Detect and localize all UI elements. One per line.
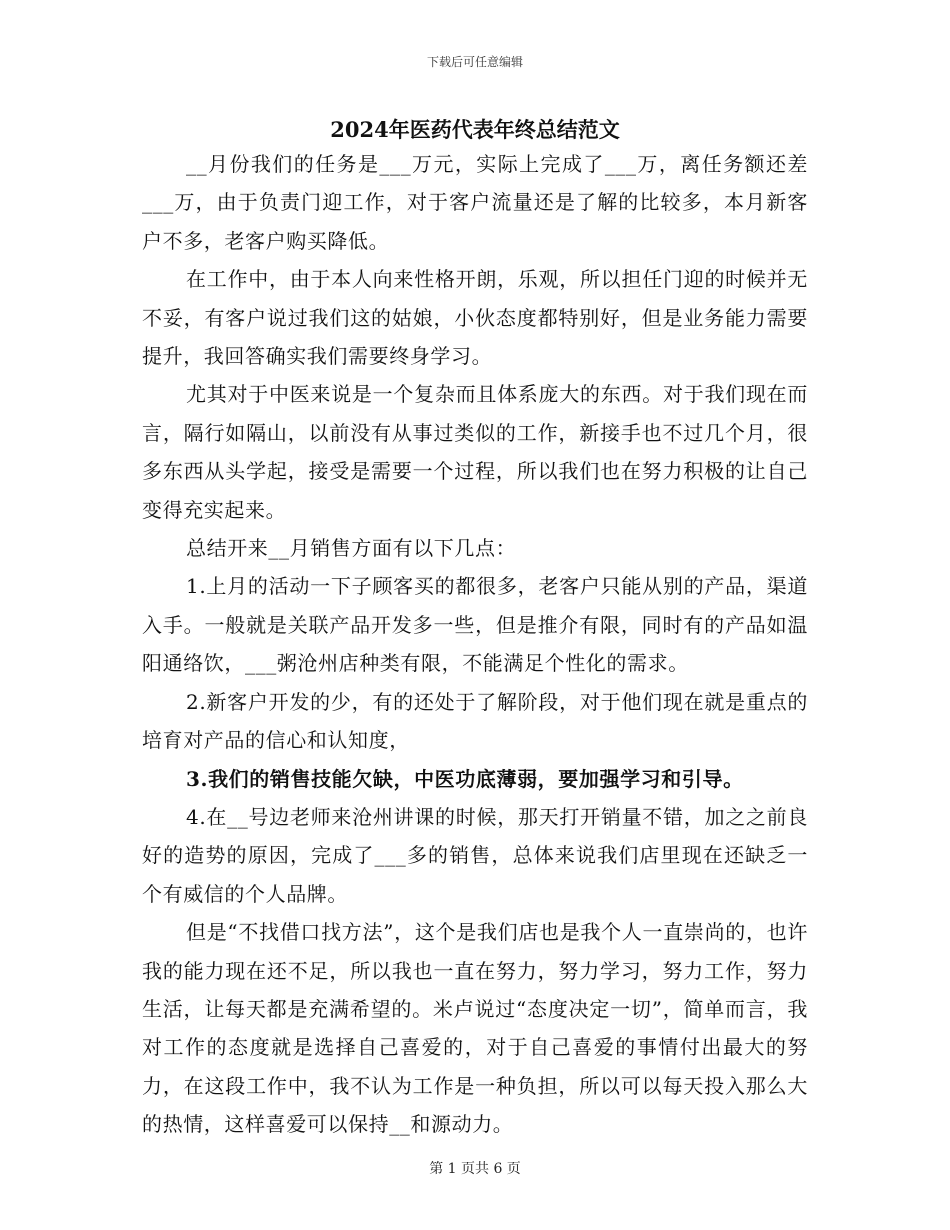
list-item: 2.新客户开发的少，有的还处于了解阶段，对于他们现在就是重点的培育对产品的信心和认知度， [142, 689, 808, 753]
paragraph: 但是“不找借口找方法”，这个是我们店也是我个人一直崇尚的，也许我的能力现在还不足，所以我也一直在努力，努力学习，努力工作，努力生活，让每天都是充满希望的。米卢说过“态度决定一切”，简单而言，我对工作的态度就是选择自己喜爱的，对于自己喜爱的事情付出最大的努力，在这段工作中，我不认为工作是一种负担，所以可以每天投入那么大的热情，这样喜爱可以保持__和源动力。 [142, 920, 808, 1137]
paragraph: 总结开来__月销售方面有以下几点： [186, 536, 517, 561]
paragraph: 尤其对于中医来说是一个复杂而且体系庞大的东西。对于我们现在而言，隔行如隔山，以前没有从事过类似的工作，新接手也不过几个月，很多东西从头学起，接受是需要一个过程，所以我们也在努力积极的让自己变得充实起来。 [142, 382, 808, 522]
list-item: 1.上月的活动一下子顾客买的都很多，老客户只能从别的产品，渠道入手。一般就是关联产品开发多一些，但是推介有限，同时有的产品如温阳通络饮，___粥沧州店种类有限，不能满足个性化的需求。 [142, 574, 808, 676]
list-item-bold: 3.我们的销售技能欠缺，中医功底薄弱，要加强学习和引导。 [186, 766, 744, 791]
list-item: 4.在__号边老师来沧州讲课的时候，那天打开销量不错，加之之前良好的造势的原因，完成了___多的销售，总体来说我们店里现在还缺乏一个有威信的个人品牌。 [142, 804, 808, 906]
document-body [142, 145, 808, 1144]
page-header: 下载后可任意编辑 [426, 55, 523, 69]
document-title: 2024年医药代表年终总结范文 [330, 117, 620, 142]
page-footer: 第 1 页共 6 页 [429, 1161, 521, 1177]
paragraph: 在工作中，由于本人向来性格开朗，乐观，所以担任门迎的时候并无不妥，有客户说过我们这的姑娘，小伙态度都特别好，但是业务能力需要提升，我回答确实我们需要终身学习。 [142, 267, 808, 369]
paragraph: __月份我们的任务是___万元，实际上完成了___万，离任务额还差___万，由于负责门迎工作，对于客户流量还是了解的比较多，本月新客户不多，老客户购买降低。 [142, 152, 808, 253]
